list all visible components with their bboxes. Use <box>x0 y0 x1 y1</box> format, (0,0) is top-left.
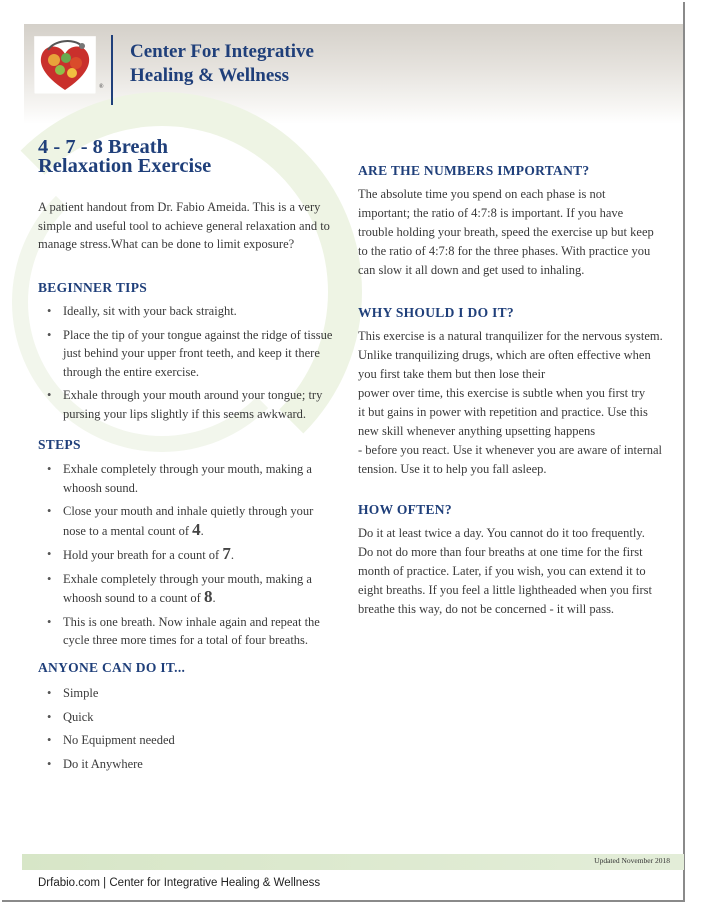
org-name-line2: Healing & Wellness <box>130 65 290 86</box>
page-title <box>38 138 211 176</box>
list-item: • Do it Anywhere <box>38 755 338 774</box>
anyone-heading: ANYONE CAN DO IT... <box>38 660 186 675</box>
numbers-heading: ARE THE NUMBERS IMPORTANT? <box>358 163 590 178</box>
anyone-list <box>38 684 338 778</box>
list-item: • No Equipment needed <box>38 731 338 750</box>
why-paragraph: This exercise is a natural tranquilizer for the nervous system. Unlike tranquilizing drugs, which are often effective when you first take them but then lose their power over time, this exercise is subtle when you first try it but gains in power with repetition and practice. Use this new skill whenever anything upsetting happens - before you react. Use it whenever you are aware of internal tension. Use it to help you fall asleep. <box>358 329 663 476</box>
list-item: • Close your mouth and inhale quietly through your nose to a mental count of 4. <box>38 502 338 540</box>
intro-paragraph: A patient handout from Dr. Fabio Ameida. This is a very simple and useful tool to achieve general relaxation and to manage stress.What can be done to limit exposure? <box>38 200 330 251</box>
list-item: • Exhale completely through your mouth, making a whoosh sound. <box>38 460 338 497</box>
numbers-paragraph: The absolute time you spend on each phase is not important; the ratio of 4:7:8 is important. If you have trouble holding your breath, speed the exercise up but keep to the ratio of 4:7:8 for the three phases. With practice you can slow it all down and get used to inhaling. <box>358 187 654 277</box>
how-often-heading: HOW OFTEN? <box>358 502 452 517</box>
list-item: • This is one breath. Now inhale again and repeat the cycle three more times for a total of four breaths. <box>38 613 338 650</box>
header-divider <box>111 35 113 105</box>
title-line2: Relaxation Exercise <box>38 155 212 177</box>
footer-band <box>22 854 684 870</box>
steps-heading: STEPS <box>38 437 81 452</box>
title-line1: 4 - 7 - 8 Breath <box>38 136 169 158</box>
count-number: 8 <box>203 587 213 606</box>
list-item: • Exhale through your mouth around your tongue; try pursing your lips slightly if this seems awkward. <box>38 386 343 423</box>
footer-site-text: Drfabio.com | Center for Integrative Healing & Wellness <box>38 877 321 889</box>
list-item: • Exhale completely through your mouth, making a whoosh sound to a count of 8. <box>38 570 338 608</box>
list-item: • Hold your breath for a count of 7. <box>38 545 338 565</box>
list-item: • Ideally, sit with your back straight. <box>38 302 343 321</box>
count-number: 4 <box>192 519 201 539</box>
list-item: • Simple <box>38 684 338 703</box>
org-name-line1: Center For Integrative <box>130 41 314 62</box>
steps-list <box>38 460 338 655</box>
count-number: 7 <box>222 544 231 563</box>
list-item: • Quick <box>38 708 338 727</box>
beginner-tips-list <box>38 302 343 428</box>
registered-mark: ® <box>99 84 104 90</box>
list-item: • Place the tip of your tongue against the ridge of tissue just behind your upper front teeth, and keep it there through the entire exercise. <box>38 326 343 382</box>
why-heading: WHY SHOULD I DO IT? <box>358 305 514 320</box>
heart-logo-icon <box>34 36 96 94</box>
updated-date: Updated November 2018 <box>594 856 670 865</box>
organization-name <box>130 40 314 88</box>
how-often-paragraph: Do it at least twice a day. You cannot do it too frequently. Do not do more than four breaths at one time for the first month of practice. Later, if you wish, you can extend it to eight breaths. If you feel a little lightheaded when you first breathe this way, do not be concerned - it will pass. <box>358 526 653 616</box>
beginner-tips-heading: BEGINNER TIPS <box>38 280 148 295</box>
